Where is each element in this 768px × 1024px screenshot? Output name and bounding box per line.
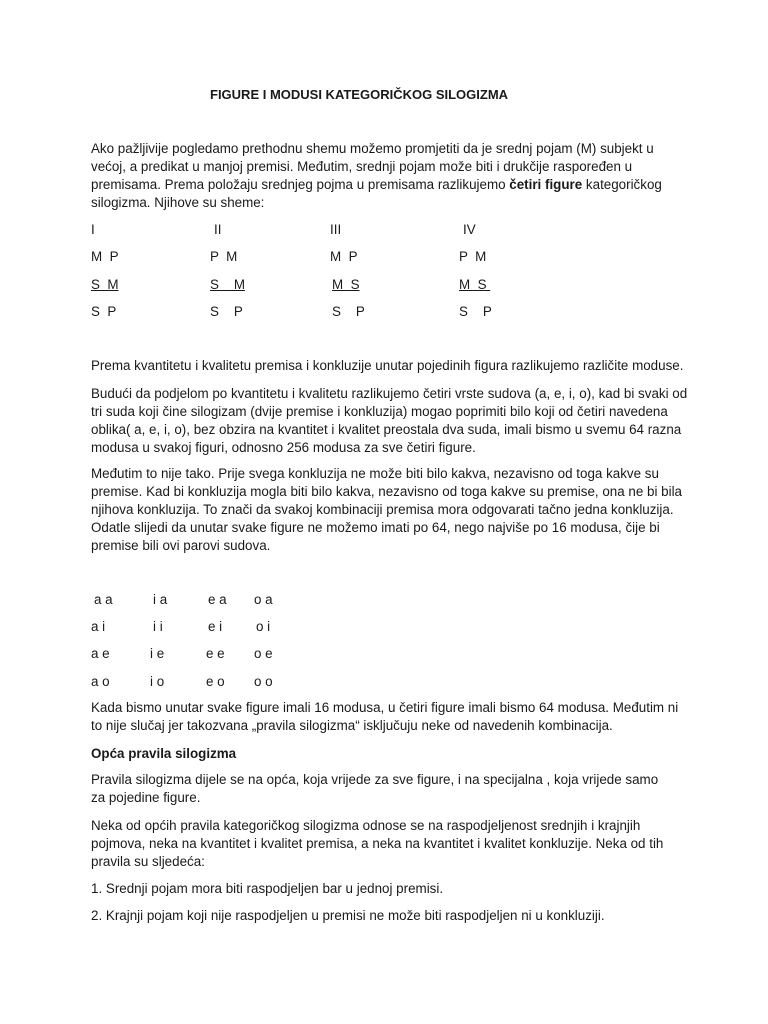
paragraph-pravila-podjela: Pravila silogizma dijele se na opća, koja vrijede za sve figure, i na specijalna , koja vrijede samo za pojedine figure. [91,772,659,805]
section-heading: Opća pravila silogizma [91,746,237,761]
pair-cell: i o [150,674,165,689]
pair-cell: o a [254,592,273,607]
figure-2-conclusion: S P [210,304,243,319]
intro-text-start: Ako pažljivije pogledamo prethodnu shemu možemo promjetiti da je srednj pojam (M) subjekt u većoj, a predikat u manjoj premisi. Međutim, srednji pojam može biti i drukčije raspoređen u premisama. Prema položaju srednjeg pojma u premisama razlikujemo [91,141,654,192]
figure-header-1: I [91,222,95,237]
figure-header-2: II [214,222,222,237]
intro-bold-text: četiri figure [509,177,583,192]
rule-item-2: 2. Krajnji pojam koji nije raspodjeljen u premisi ne može biti raspodjeljen ni u konkluziji. [91,908,605,923]
figure-3-minor: M S [332,277,360,292]
pair-cell: e e [206,646,225,661]
figure-2-minor: S M [210,277,245,292]
paragraph-pravila-intro: Kada bismo unutar svake figure imali 16 modusa, u četiri figure imali bismo 64 modusa. Međutim ni to nije slučaj jer takozvana „pravila silogizma“ isključuju neke od navedenih kombinacija. [91,700,679,733]
paragraph-kombinacije: Budući da podjelom po kvantitetu i kvalitetu razlikujemo četiri vrste sudova (a, e, i, o), kad bi svaki od tri suda koji čine silogizam (dvije premise i konkluzija) mogao poprimiti bilo koji od četiri navedena oblika( a, e, i, o), bez obzira na kvantitet i kvalitet preostala dva suda, imali bismo u svemu 64 razna modusa u svakoj figuri, odnosno 256 modusa za sve četiri figure. [91,386,688,455]
rule-item-1: 1. Srednji pojam mora biti raspodjeljen bar u jednoj premisi. [91,881,444,896]
figure-4-minor: M S [459,277,491,292]
figure-2-major: P M [210,249,238,264]
pair-cell: e o [206,674,225,689]
pair-cell: a o [91,674,110,689]
figure-1-minor: S M [91,277,119,292]
paragraph-modusi: Prema kvantitetu i kvalitetu premisa i konkluzije unutar pojedinih figura razlikujemo različite moduse. [91,358,684,373]
pair-cell: i i [153,619,163,634]
pair-cell: o e [254,646,273,661]
document-title: FIGURE I MODUSI KATEGORIČKOG SILOGIZMA [210,87,509,102]
pair-cell: a e [91,646,110,661]
pair-cell: a i [91,619,106,634]
paragraph-konkluzija: Međutim to nije tako. Prije svega konkluzija ne može biti bilo kakva, nezavisno od toga kakve su premise. Kad bi konkluzija mogla biti bilo kakva, nezavisno od toga kakve su premise, ona ne bi bila njihova konkluzija. To znači da svakoj kombinaciji premisa mora odgovarati tačno jedna konkluzija. Odatle slijedi da unutar svake figure ne možemo imati po 64, nego najviše po 16 modusa, čije bi premise bili ovi parovi sudova. [91,466,682,553]
pair-cell: i e [150,646,165,661]
pair-cell: e i [208,619,223,634]
paragraph-opca-pravila: Neka od općih pravila kategoričkog silogizma odnose se na raspodjeljenost srednjih i krajnjih pojmova, neka na kvantitet i kvalitet premisa, a neka na kvantitet i kvalitet konkluzije. Neka od tih pravila su sljedeća: [91,818,664,869]
figure-3-major: M P [330,249,358,264]
intro-text-end: kategoričkog silogizma. Njihove su sheme: [91,177,662,210]
figure-3-conclusion: S P [332,304,365,319]
figure-1-major: M P [91,249,119,264]
figure-header-4: IV [463,222,476,237]
pair-cell: a a [94,592,113,607]
intro-paragraph [91,140,691,212]
pair-cell: e a [208,592,227,607]
figure-1-conclusion: S P [91,304,117,319]
pair-cell: i a [153,592,168,607]
figure-header-3: III [330,222,342,237]
pair-cell: o o [254,674,273,689]
figure-4-major: P M [459,249,487,264]
pair-cell: o i [256,619,271,634]
figure-4-conclusion: S P [459,304,492,319]
